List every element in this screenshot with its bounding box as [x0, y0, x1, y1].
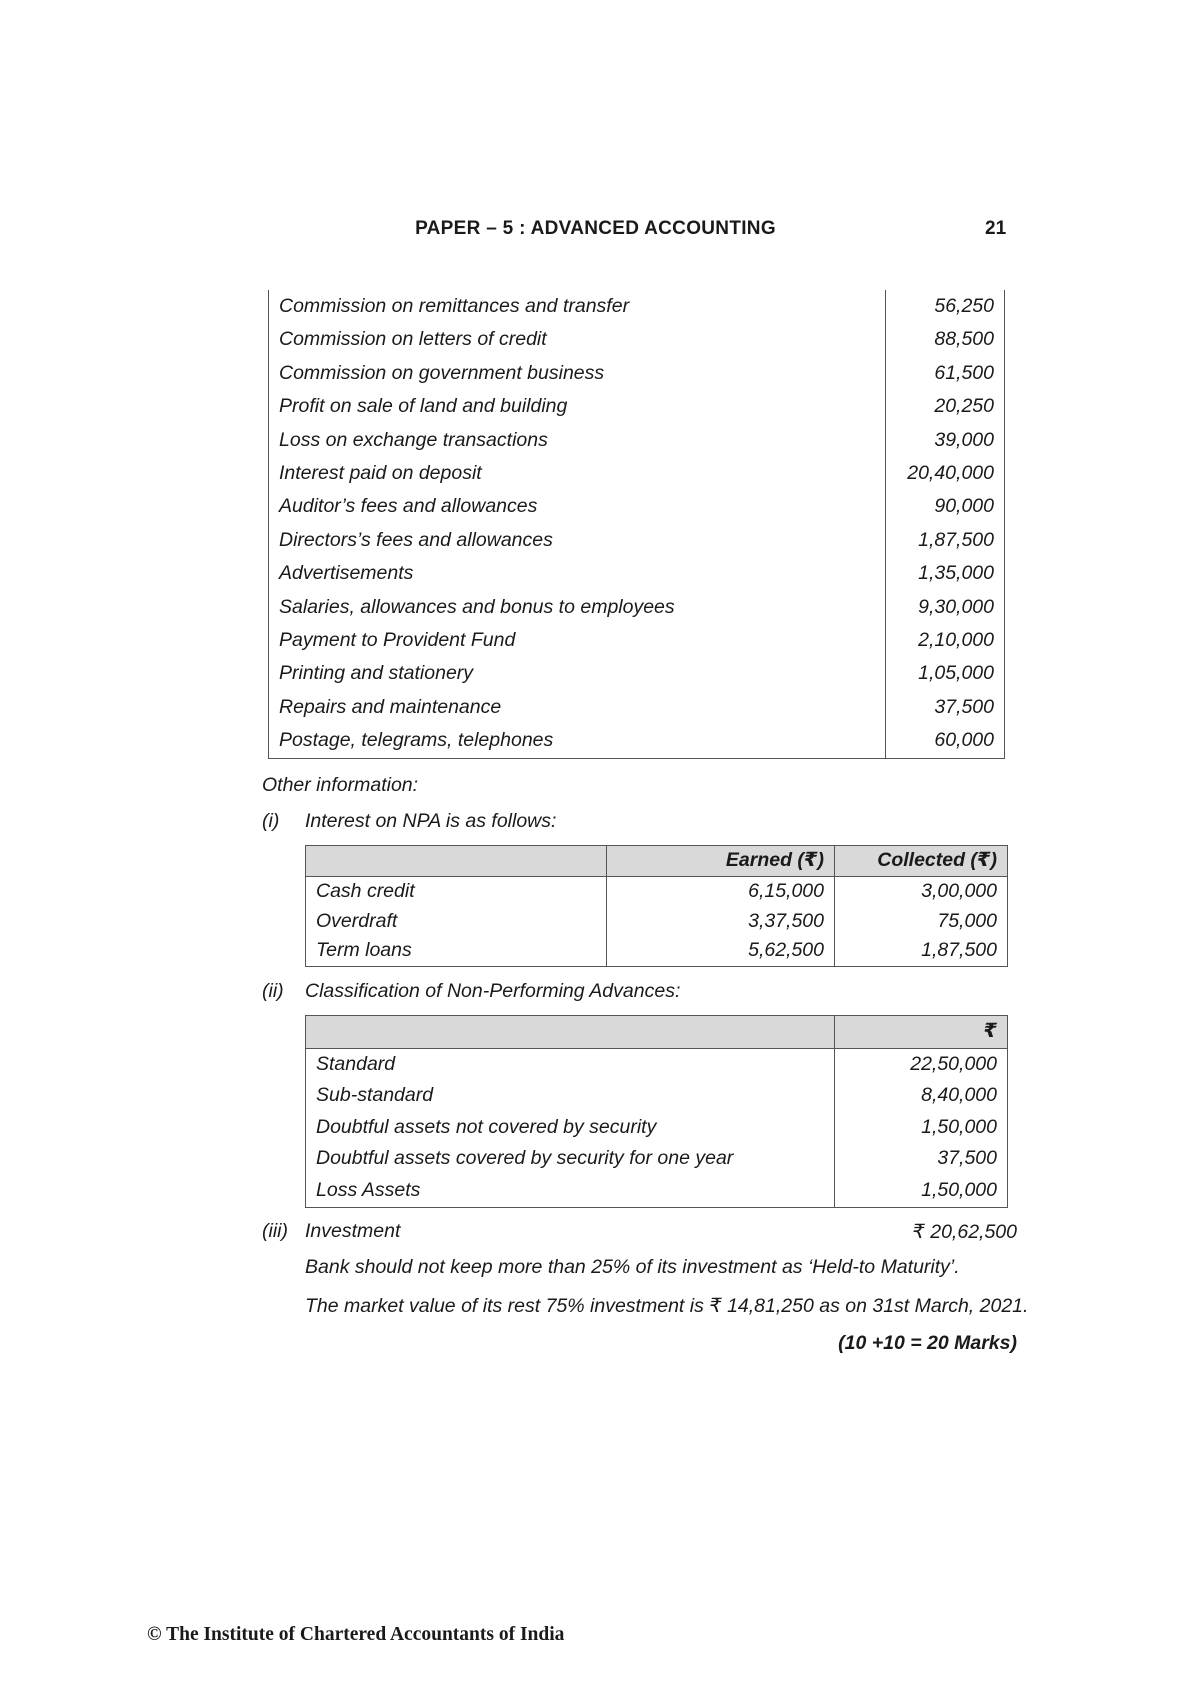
table-row — [269, 557, 1005, 590]
table-row — [306, 907, 1008, 937]
row-label: Overdraft — [306, 907, 607, 937]
table-row — [269, 691, 1005, 724]
row-amount: 61,500 — [886, 357, 1005, 390]
row-label: Commission on government business — [269, 357, 886, 390]
item-iii-line-2: The market value of its rest 75% investment is ₹ 14,81,250 as on 31st March, 2021. — [305, 1295, 1029, 1317]
row-earned: 6,15,000 — [607, 877, 835, 907]
row-earned: 5,62,500 — [607, 936, 835, 966]
row-label: Doubtful assets covered by security for one year — [306, 1143, 835, 1175]
row-label: Term loans — [306, 936, 607, 966]
row-amount: 56,250 — [886, 290, 1005, 323]
table-row — [306, 1080, 1008, 1112]
table-row — [269, 591, 1005, 624]
row-label: Payment to Provident Fund — [269, 624, 886, 657]
row-amount: 88,500 — [886, 323, 1005, 356]
row-label: Cash credit — [306, 877, 607, 907]
row-label: Commission on letters of credit — [269, 323, 886, 356]
table-row — [306, 1112, 1008, 1144]
row-amount: 20,40,000 — [886, 457, 1005, 490]
page-title: PAPER – 5 : ADVANCED ACCOUNTING — [415, 218, 776, 239]
item-i-number: (i) — [262, 810, 280, 832]
row-amount: 39,000 — [886, 424, 1005, 457]
row-amount: 2,10,000 — [886, 624, 1005, 657]
table-row — [269, 524, 1005, 557]
item-ii-number: (ii) — [262, 980, 284, 1002]
other-information-heading: Other information: — [262, 774, 419, 796]
header-blank — [306, 846, 607, 877]
table-row — [269, 490, 1005, 523]
row-amount: 22,50,000 — [835, 1048, 1008, 1080]
table-row — [269, 657, 1005, 690]
row-label: Salaries, allowances and bonus to employees — [269, 591, 886, 624]
row-amount: 8,40,000 — [835, 1080, 1008, 1112]
header-collected: Collected (₹) — [835, 846, 1008, 877]
row-label: Commission on remittances and transfer — [269, 290, 886, 323]
row-label: Profit on sale of land and building — [269, 390, 886, 423]
row-label: Doubtful assets not covered by security — [306, 1112, 835, 1144]
row-amount: 1,35,000 — [886, 557, 1005, 590]
row-label: Loss Assets — [306, 1175, 835, 1207]
row-label: Postage, telegrams, telephones — [269, 724, 886, 758]
table-row — [269, 290, 1005, 323]
table-row — [269, 357, 1005, 390]
item-iii-line-1: Bank should not keep more than 25% of its investment as ‘Held-to Maturity’. — [305, 1256, 960, 1278]
table-row — [306, 1175, 1008, 1207]
header-rupee: ₹ — [835, 1016, 1008, 1049]
table-row — [269, 323, 1005, 356]
header-blank — [306, 1016, 835, 1049]
row-label: Interest paid on deposit — [269, 457, 886, 490]
row-amount: 37,500 — [886, 691, 1005, 724]
header-earned: Earned (₹) — [607, 846, 835, 877]
item-iii-label: Investment — [305, 1220, 401, 1242]
row-amount: 60,000 — [886, 724, 1005, 758]
npa-classification-table — [305, 1015, 1008, 1208]
row-label: Printing and stationery — [269, 657, 886, 690]
row-amount: 1,50,000 — [835, 1112, 1008, 1144]
table-row — [306, 1048, 1008, 1080]
row-label: Standard — [306, 1048, 835, 1080]
table-row — [306, 877, 1008, 907]
table-row — [306, 1143, 1008, 1175]
row-amount: 1,87,500 — [886, 524, 1005, 557]
row-amount: 1,50,000 — [835, 1175, 1008, 1207]
footer-copyright: © The Institute of Chartered Accountants of India — [147, 1624, 565, 1645]
marks-allocation: (10 +10 = 20 Marks) — [838, 1332, 1017, 1354]
row-label: Auditor’s fees and allowances — [269, 490, 886, 523]
row-amount: 90,000 — [886, 490, 1005, 523]
row-label: Advertisements — [269, 557, 886, 590]
table-row — [269, 724, 1005, 758]
table-row — [269, 624, 1005, 657]
row-earned: 3,37,500 — [607, 907, 835, 937]
row-amount: 20,250 — [886, 390, 1005, 423]
table-row — [306, 936, 1008, 966]
item-iii-number: (iii) — [262, 1220, 288, 1242]
row-label: Repairs and maintenance — [269, 691, 886, 724]
row-amount: 1,05,000 — [886, 657, 1005, 690]
row-collected: 75,000 — [835, 907, 1008, 937]
row-collected: 1,87,500 — [835, 936, 1008, 966]
table-row — [269, 457, 1005, 490]
ledger-table — [268, 290, 1005, 759]
row-label: Sub-standard — [306, 1080, 835, 1112]
table-header-row — [306, 1016, 1008, 1049]
npa-interest-table — [305, 845, 1008, 967]
table-row — [269, 424, 1005, 457]
row-amount: 9,30,000 — [886, 591, 1005, 624]
item-ii-text: Classification of Non-Performing Advances: — [305, 980, 681, 1002]
row-label: Directors’s fees and allowances — [269, 524, 886, 557]
investment-amount: ₹ 20,62,500 — [912, 1221, 1017, 1243]
item-i-text: Interest on NPA is as follows: — [305, 810, 557, 832]
row-label: Loss on exchange transactions — [269, 424, 886, 457]
table-row — [269, 390, 1005, 423]
table-header-row — [306, 846, 1008, 877]
row-amount: 37,500 — [835, 1143, 1008, 1175]
row-collected: 3,00,000 — [835, 877, 1008, 907]
page-number: 21 — [985, 218, 1007, 239]
